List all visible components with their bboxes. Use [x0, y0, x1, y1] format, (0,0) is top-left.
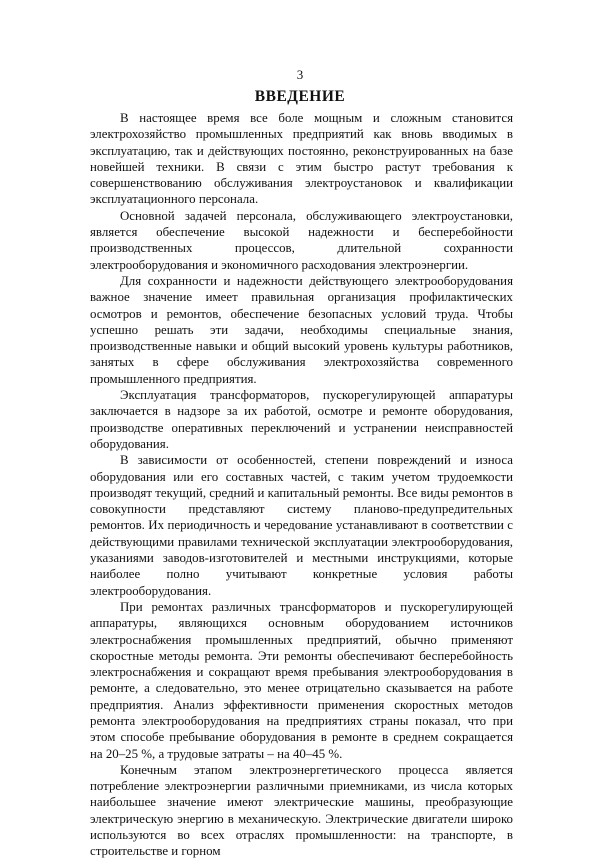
paragraph-repair-types: В зависимости от особенностей, степени повреждений и износа оборудования или его составных частей, с таким учетом трудоемкости производят текущий, средний и капитальный ремонты. Все виды ремонтов в совокупности представляют систему планово-предупредительных ремонтов. Их периодичность и чередование устанавливают в соответствии с действующими правилами технической эксплуатации электрооборудования, указаниями заводов-изготовителей и местными инструкциями, которые наиболее полно учитывают конкретные условия работы электрооборудования.	[90, 453, 513, 598]
section-title: ВВЕДЕНИЕ	[254, 88, 346, 105]
page-number: 3	[296, 67, 304, 82]
paragraph-personnel-task: Основной задачей персонала, обслуживающего электроустановки, является обеспечение высокой надежности и бесперебойности производственных процессов, длительной сохранности электрооборудования и экономичного расходования электроэнергии.	[90, 208, 513, 272]
paragraph-intro: В настоящее время все боле мощным и сложным становится электрохозяйство промышленных предприятий как вновь вводимых в эксплуатацию, так и действующих постоянно, реконструированных на базе новейшей техники. В связи с этим быстро растут требования к совершенствованию обслуживания электроустановок и квалификации эксплуатационного персонала.	[90, 111, 513, 207]
paragraph-maintenance: Для сохранности и надежности действующего электрооборудования важное значение имеет правильная организация профилактических осмотров и ремонтов, обеспечение безопасных условий труда. Чтобы успешно решать эти задачи, необходимы специальные знания, производственные навыки и общий высокий уровень культуры работников, занятых в сфере обслуживания электрохозяйства современного промышленного предприятия.	[90, 273, 513, 386]
body-text	[90, 110, 513, 860]
paragraph-electric-machines: Конечным этапом электроэнергетического процесса является потребление электроэнергии различными приемниками, из числа которых наибольшее значение имеют электрические машины, преобразующие электрическую энергию в механическую. Электрические двигатели широко используются во всех отраслях промышленности: на транспорте, в строительстве и горном	[90, 762, 513, 859]
paragraph-speed-repair: При ремонтах различных трансформаторов и пускорегулирующей аппаратуры, являющихся основным оборудованием источников электроснабжения промышленных предприятий, обычно применяют скоростные методы ремонта. Эти ремонты обеспечивают бесперебойность электроснабжения и сокращают время пребывания электрооборудования в ремонте, а следовательно, это менее отрицательно сказывается на работе предприятия. Анализ эффективности применения скоростных методов ремонта электрооборудования на предприятиях страны показал, что при этом способе пребывание оборудования в ремонте в среднем сокращается на 20–25 %, а трудовые затраты – на 40–45 %.	[90, 599, 513, 761]
paragraph-transformers: Эксплуатация трансформаторов, пускорегулирующей аппаратуры заключается в надзоре за их работой, осмотре и ремонте оборудования, производстве оперативных переключений и устранении неисправностей оборудования.	[90, 388, 513, 451]
